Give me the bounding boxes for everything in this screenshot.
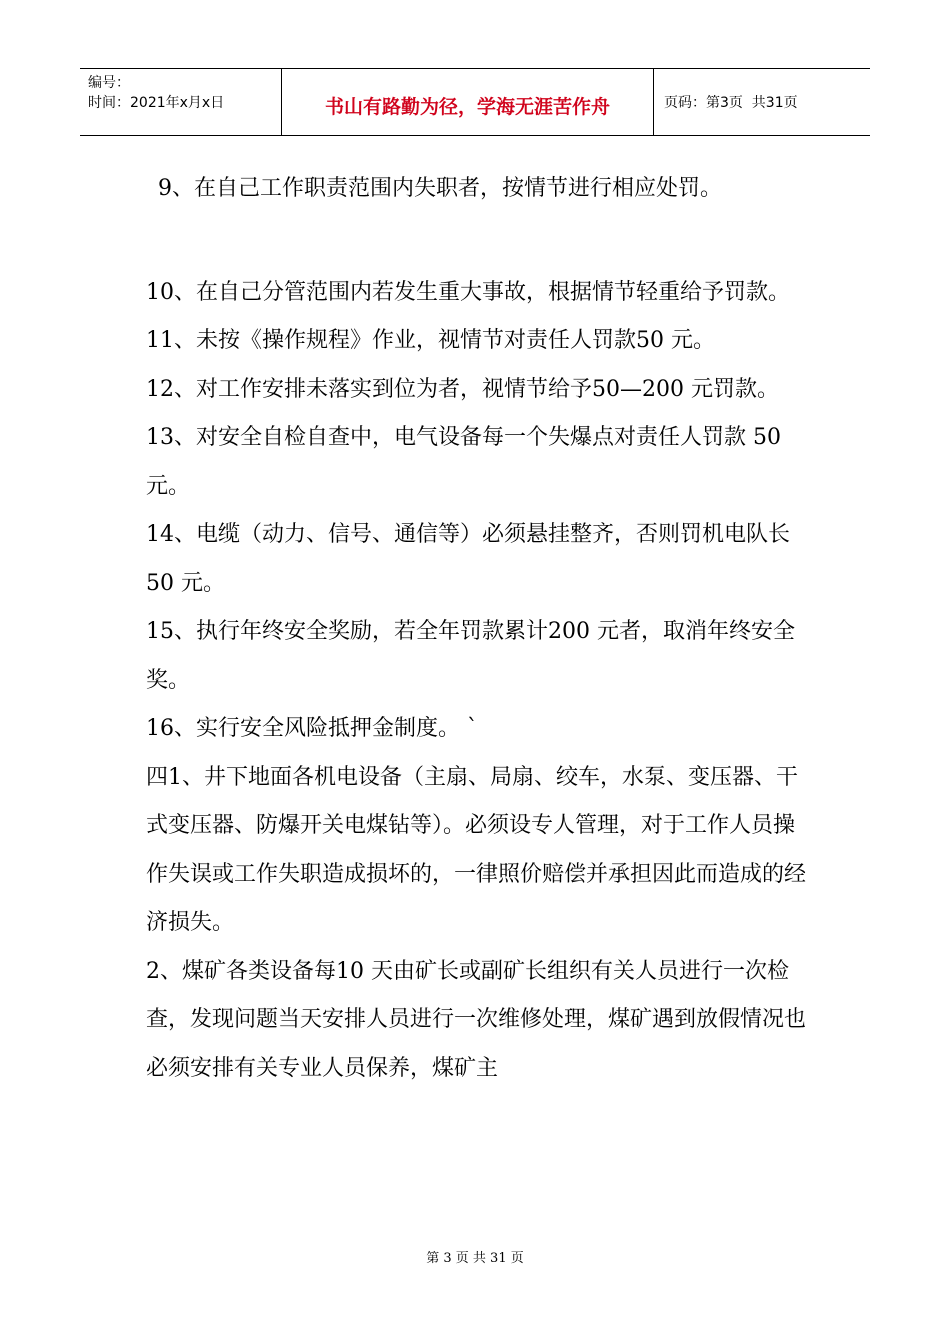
document-number-label: 编号： [88, 75, 130, 91]
page-footer [0, 1247, 950, 1266]
paragraph-item-9: 9、在自己工作职责范围内失职者，按情节进行相应处罚。 [158, 176, 722, 201]
footer-page-number: 第 3 页 共 31 页 [426, 1251, 524, 1266]
paragraph-item-10: 10、在自己分管范围内若发生重大事故，根据情节轻重给予罚款。 [146, 279, 790, 305]
document-body [146, 165, 816, 1093]
paragraph-item-14: 14、电缆（动力、信号、通信等）必须悬挂整齐，否则罚机电队长50 元。 [146, 522, 790, 596]
header-meta [80, 69, 282, 135]
page-header [80, 68, 870, 136]
header-page-info [654, 69, 870, 135]
document-time: 时间：2021年x月x日 [88, 95, 225, 111]
paragraph-section-4-item-2: 2、煤矿各类设备每10 天由矿长或副矿长组织有关人员进行一次检查，发现问题当天安排人员进行一次维修处理，煤矿遇到放假情况也必须安排有关专业人员保养，煤矿主 [146, 958, 807, 1081]
paragraph-item-15: 15、执行年终安全奖励，若全年罚款累计200 元者，取消年终安全奖。 [146, 619, 795, 693]
header-motto: 书山有路勤为径，学海无涯苦作舟 [282, 69, 654, 135]
paragraph-item-11: 11、未按《操作规程》作业，视情节对责任人罚款50 元。 [146, 328, 715, 353]
paragraph-item-16: 16、实行安全风险抵押金制度。 ` [146, 716, 478, 741]
paragraph-section-4-item-1: 四1、井下地面各机电设备（主扇、局扇、绞车，水泵、变压器、干式变压器、防爆开关电煤钻等）。必须设专人管理，对于工作人员操作失误或工作失职造成损坏的，一律照价赔偿并承担因此而造成的经济损失。 [146, 764, 807, 935]
header-page-number: 页码：第3页 共31页 [664, 95, 798, 111]
paragraph-item-13: 13、对安全自检自查中，电气设备每一个失爆点对责任人罚款 50 元。 [146, 425, 781, 499]
paragraph-item-12: 12、对工作安排未落实到位为者，视情节给予50—200 元罚款。 [146, 376, 779, 402]
